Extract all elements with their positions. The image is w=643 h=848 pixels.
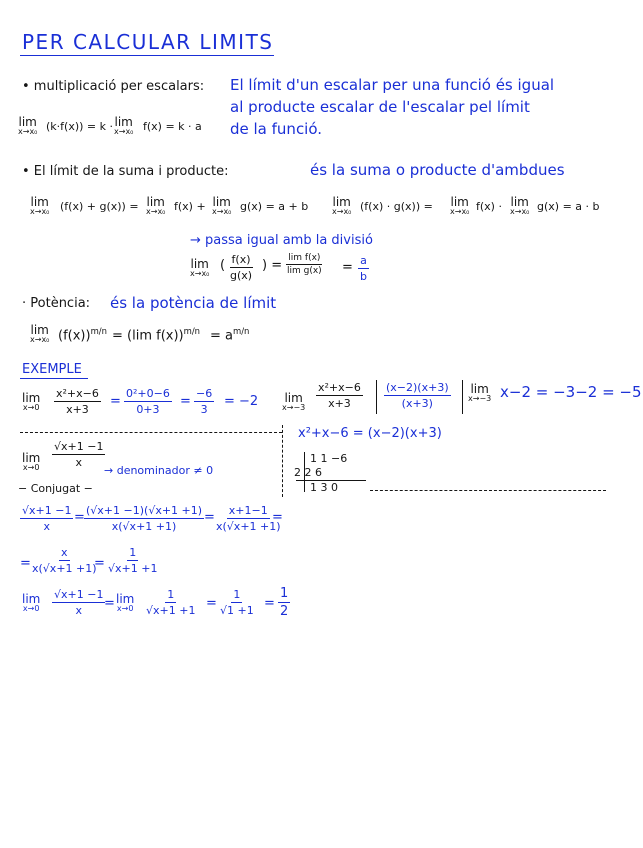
sec2-sum-end: g(x) = a + b [240,200,309,213]
sec2-prod-expr: (f(x) · g(x)) = [360,200,433,213]
conj-frac-1: $\frac{√x+1 -1}{x}$ [22,504,72,533]
example-label: EXEMPLE [22,362,82,377]
sec2-div-paren-close: ) = [262,258,283,273]
sec3-mid: = (lim f(x))$^{m/n}$ [112,326,201,344]
conj-frac-3: $\frac{x+1-1}{x(√x+1 +1)}$ [216,504,281,533]
final-eq-3: = [264,596,275,611]
sec2-lim-sum3: lim x→x₀ [212,195,232,216]
separator-2 [370,490,606,491]
conj-frac-4: $\frac{x}{x(√x+1 +1)}$ [32,546,97,575]
sec2-lim-sum: lim x→x₀ [30,195,50,216]
ex2-result: x−2 = −3−2 = −5 [500,383,642,401]
sec2-lim-div: lim x→x₀ [190,257,210,278]
sec2-lim-prod3: lim x→x₀ [510,195,530,216]
ex3-frac: $\frac{√x+1 -1}{x}$ [54,440,104,469]
ex2-factor: x²+x−6 = (x−2)(x+3) [298,426,442,441]
sec3-formula: $(f(x))^{m/n}$ [58,326,107,344]
separator-1 [20,432,282,433]
sec2-div-result: $\frac{a}{b}$ [360,254,367,283]
sec2-bullet: • El límit de la suma i producte: [22,164,229,179]
sec3-end: = $a^{m/n}$ [210,326,250,344]
sec1-formula-rhs: f(x) = k · a [143,120,202,133]
final-frac-2: $\frac{1}{√x+1 +1}$ [146,588,196,617]
conj-eq-5: = [94,556,105,571]
final-result: $\frac{1}{2}$ [280,586,289,619]
ex2-vertical-divider [282,425,283,497]
sec2-div-frac: $\frac{f(x)}{g(x)}$ [230,253,253,282]
final-lim-2: lim x→0 [116,592,135,613]
ex2-factored: $\frac{(x-2)(x+3)}{(x+3)}$ [386,381,449,410]
final-lim-1: lim x→0 [22,592,41,613]
ruffini-row2: 2 2 6 [294,466,322,479]
sec2-text: és la suma o producte d'ambdues [310,161,565,179]
page-title: PER CALCULAR LIMITS [22,30,274,54]
sec2-lim-prod: lim x→x₀ [332,195,352,216]
conj-eq-3: = [272,510,283,525]
sec2-div-eq: = [342,260,353,275]
ex1-result: = −2 [224,394,259,409]
sec3-text: és la potència de límit [110,294,277,312]
sec2-lim-prod2: lim x→x₀ [450,195,470,216]
conjugat-label: − Conjugat − [18,482,93,495]
final-frac-3: $\frac{1}{√1 +1}$ [220,588,254,617]
sec1-text1: El límit d'un escalar per una funció és igual [230,76,555,94]
ex2-lim2: lim x→−3 [468,382,492,403]
ex2-divider-2 [462,380,463,414]
ex1-eq: = [110,394,121,409]
ex1-frac-eval: $\frac{\text{0²+0−6}}{0+3}$ [126,387,170,416]
ex2-frac: $\frac{\text{x²+x−6}}{x+3}$ [318,381,361,410]
sec2-sum-mid: f(x) + [174,200,206,213]
sec2-lim-sum2: lim x→x₀ [146,195,166,216]
ex1-eq2: = [180,394,191,409]
sec1-text2: al producte escalar de l'escalar pel límit [230,98,530,116]
sec1-text3: de la funció. [230,120,323,138]
conj-eq-1: = [74,510,85,525]
final-eq-2: = [206,596,217,611]
sec2-div-note: → passa igual amb la divisió [190,233,373,248]
final-frac-1: $\frac{√x+1 -1}{x}$ [54,588,104,617]
sec1-lim2: lim x→x₀ [114,115,134,136]
ex1-frac: $\frac{\text{x²+x−6}}{x+3}$ [56,387,99,416]
ex3-lim: lim x→0 [22,451,41,472]
sec2-div-rhs: $\frac{\text{lim f(x)}}{\text{lim g(x)}}$ [287,253,322,276]
title-underline [20,55,274,56]
sec2-prod-mid: f(x) · [476,200,502,213]
final-eq-1: = [104,596,115,611]
conj-eq-4: = [20,556,31,571]
ex1-frac-simpl: $\frac{-6}{3}$ [196,387,213,416]
sec3-lim: lim x→x₀ [30,323,50,344]
conj-frac-5: $\frac{1}{√x+1 +1}$ [108,546,158,575]
sec1-bullet: • multiplicació per escalars: [22,79,205,94]
ruffini-row3: 1 3 0 [310,481,338,494]
conj-frac-2: $\frac{(√x+1 -1)(√x+1 +1)}{x(√x+1 +1)}$ [86,504,203,533]
ruffini-row1: 1 1 −6 [310,452,348,465]
sec1-lim1: lim x→x₀ [18,115,38,136]
sec2-sum-expr: (f(x) + g(x)) = [60,200,139,213]
conj-eq-2: = [204,510,215,525]
ex2-lim: lim x→−3 [282,391,306,412]
sec2-div-paren-open: ( [220,258,226,273]
sec3-bullet: · Potència: [22,296,91,311]
ex2-divider-1 [376,380,377,414]
sec1-formula-lhs: (k·f(x)) = k · [46,120,113,133]
ex1-lim: lim x→0 [22,391,41,412]
ex3-note: → denominador ≠ 0 [104,464,214,477]
sec2-prod-end: g(x) = a · b [537,200,600,213]
example-underline [20,378,88,379]
